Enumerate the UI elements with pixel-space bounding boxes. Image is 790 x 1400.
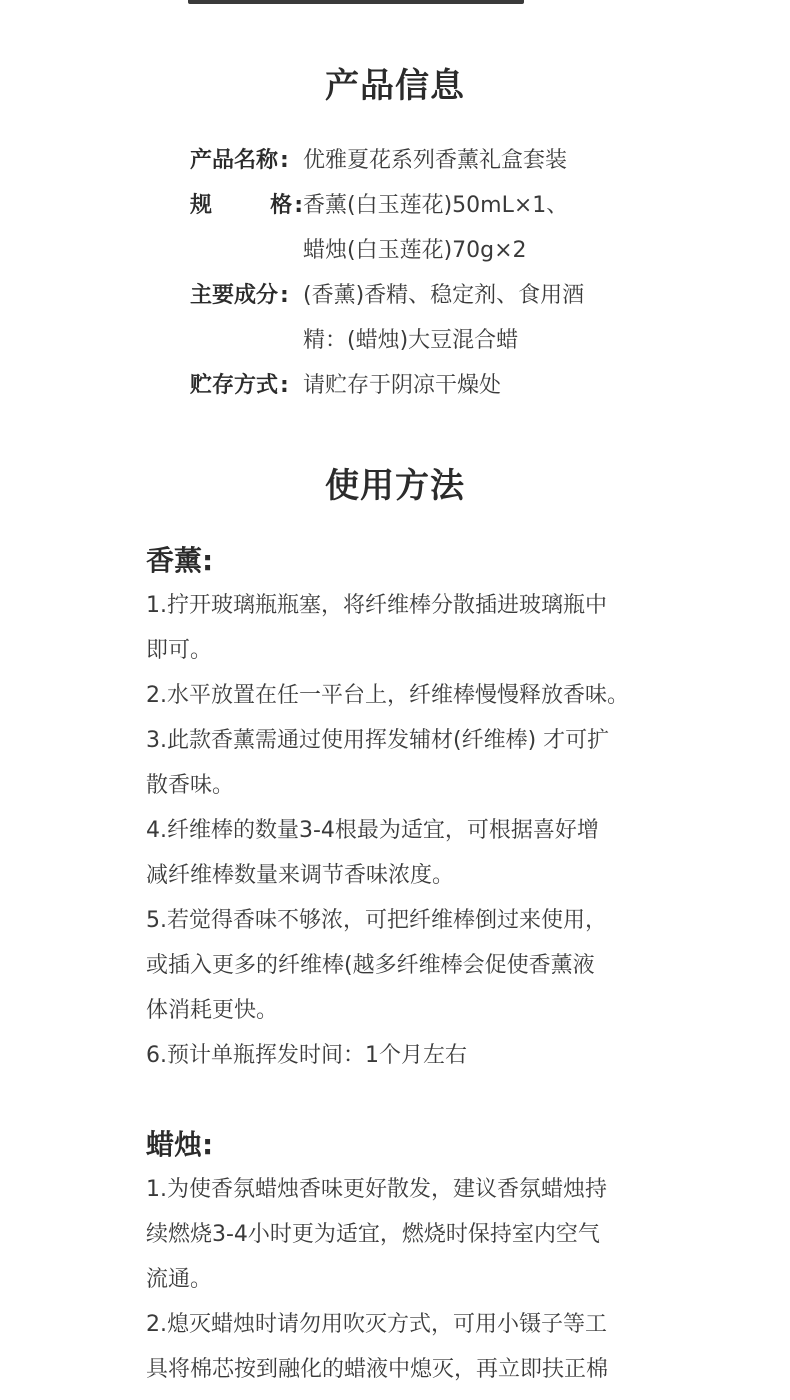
list-item: 即可。 (146, 638, 213, 663)
list-item: 1.拧开玻璃瓶瓶塞，将纤维棒分散插进玻璃瓶中 (146, 593, 607, 618)
info-label-name: 产品名称: (190, 148, 289, 173)
aroma-heading: 香薰: (146, 544, 214, 577)
info-row-name (190, 138, 670, 183)
aroma-usage-section (146, 539, 666, 1078)
usage-title: 使用方法 (325, 466, 465, 506)
list-item: 续燃烧3-4小时更为适宜，燃烧时保持室内空气 (146, 1222, 600, 1247)
list-item: 2.水平放置在任一平台上，纤维棒慢慢释放香味。 (146, 683, 629, 708)
list-item: 1.为使香氛蜡烛香味更好散发，建议香氛蜡烛持 (146, 1177, 607, 1202)
list-item: 或插入更多的纤维棒(越多纤维棒会促使香薰液 (146, 953, 595, 978)
list-item: 6.预计单瓶挥发时间：1个月左右 (146, 1043, 467, 1068)
info-label-ingredients: 主要成分: (190, 283, 289, 308)
info-value-ingredients: (香薰)香精、稳定剂、食用酒 精：(蜡烛)大豆混合蜡 (303, 283, 585, 353)
list-item: 流通。 (146, 1267, 213, 1292)
product-info-title: 产品信息 (325, 66, 465, 106)
candle-usage-section (146, 1123, 666, 1392)
info-row-storage (190, 363, 670, 408)
product-info-table (190, 138, 670, 408)
list-item: 体消耗更快。 (146, 998, 279, 1023)
list-item: 3.此款香薰需通过使用挥发辅材(纤维棒) 才可扩 (146, 728, 610, 753)
candle-usage-list (146, 1167, 666, 1392)
info-row-spec (190, 183, 670, 273)
info-value-storage: 请贮存于阴凉干燥处 (303, 373, 502, 398)
info-value-spec: 香薰(白玉莲花)50mL×1、 蜡烛(白玉莲花)70g×2 (303, 193, 569, 263)
info-value-name: 优雅夏花系列香薰礼盒套装 (303, 148, 568, 173)
list-item: 4.纤维棒的数量3-4根最为适宜，可根据喜好增 (146, 818, 599, 843)
list-item: 具将棉芯按到融化的蜡液中熄灭，再立即扶正棉 (146, 1357, 609, 1382)
info-row-ingredients (190, 273, 670, 363)
info-label-spec: 规 格: (190, 193, 303, 218)
list-item: 2.熄灭蜡烛时请勿用吹灭方式，可用小镊子等工 (146, 1312, 607, 1337)
list-item: 减纤维棒数量来调节香味浓度。 (146, 863, 455, 888)
list-item: 5.若觉得香味不够浓，可把纤维棒倒过来使用， (146, 908, 607, 933)
top-image-edge (188, 0, 524, 4)
info-label-storage: 贮存方式: (190, 373, 289, 398)
candle-heading: 蜡烛: (146, 1128, 214, 1161)
aroma-usage-list (146, 583, 666, 1078)
list-item: 散香味。 (146, 773, 235, 798)
